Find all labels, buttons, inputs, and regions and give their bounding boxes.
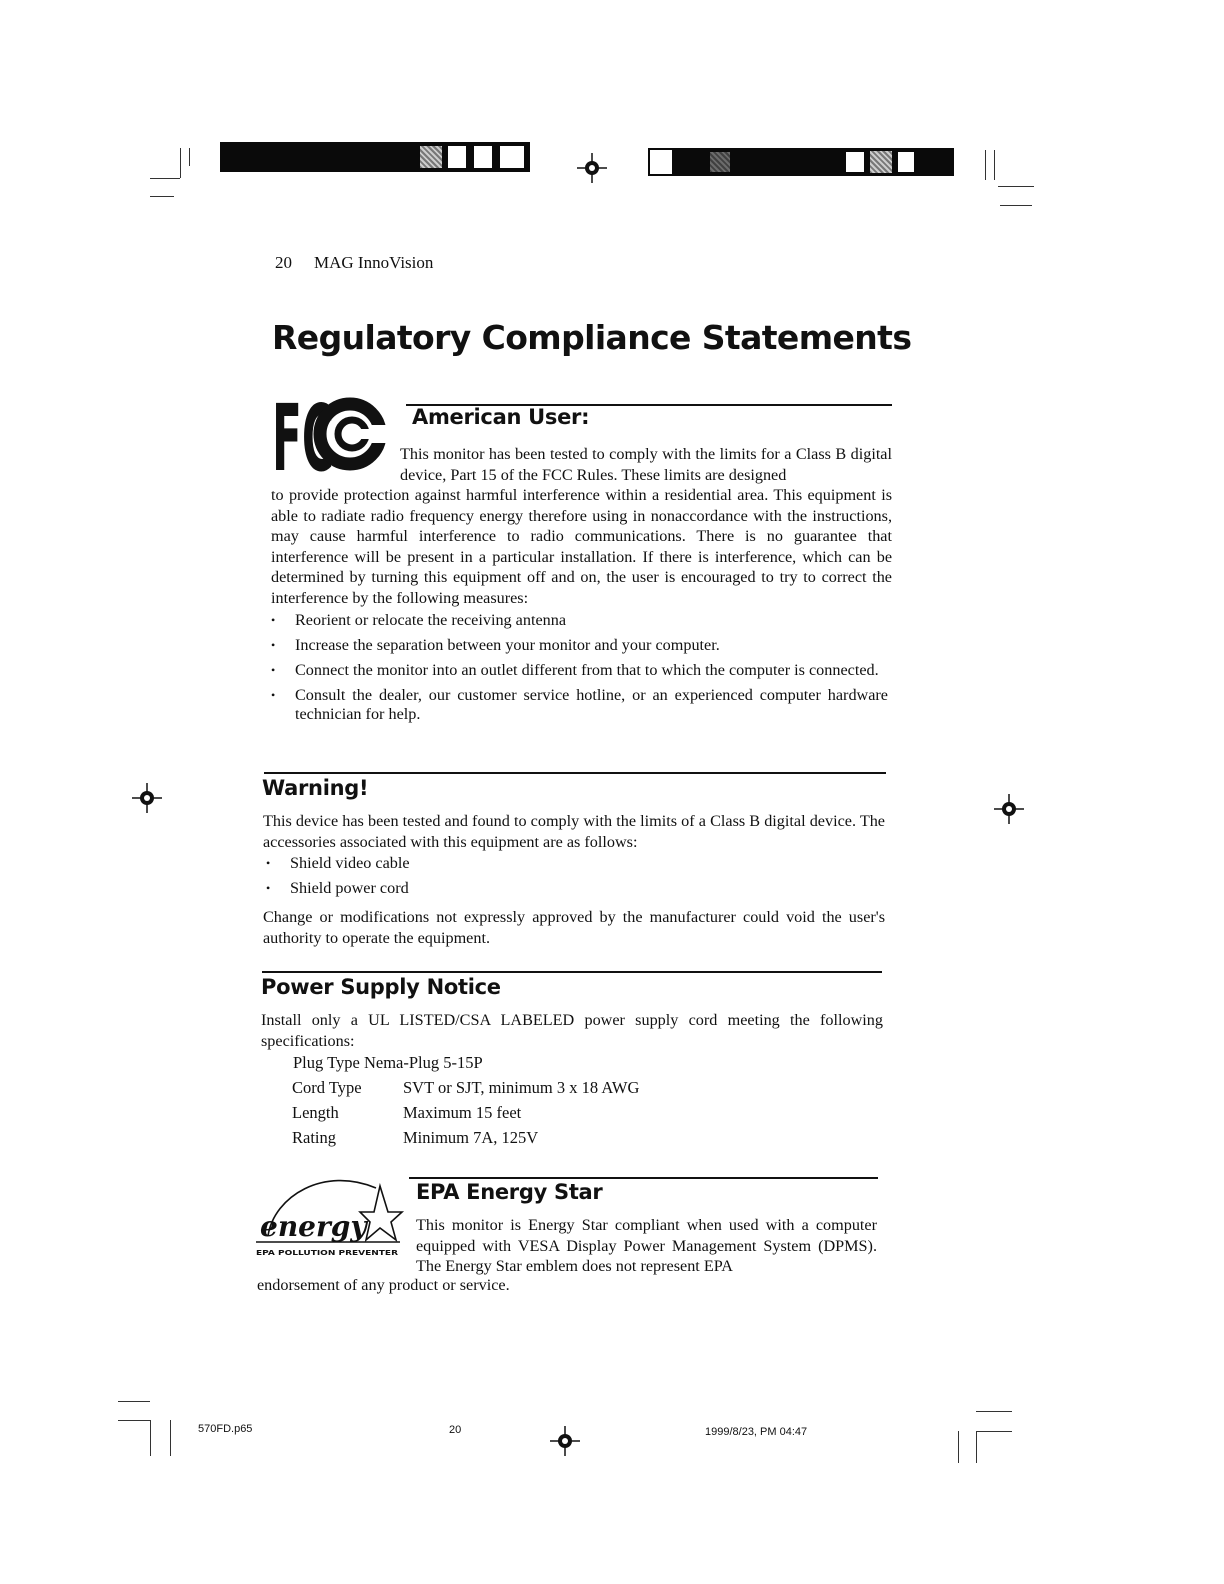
spec-value: SVT or SJT, minimum 3 x 18 AWG (403, 1078, 640, 1097)
american-user-body: to provide protection against harmful interference within a residential area. This equipment is able to radiate radio frequency energy therefore using in nonaccordance with the instructions, may cause harmful interference to radio communications. There is no guarantee that interference will be present in a particular installation. If there is interference, which can be determined by turning this equipment off and on, the user is encouraged to try to correct the interference by the following measures: (271, 486, 892, 607)
energy-logo-word: energy (260, 1210, 367, 1243)
power-supply-heading: Power Supply Notice (261, 975, 501, 999)
footer-filename: 570FD.p65 (198, 1423, 253, 1435)
registration-mark-icon (994, 794, 1024, 824)
spec-label: Rating (292, 1128, 336, 1147)
color-bar-left (220, 142, 530, 172)
energy-star-end: endorsement of any product or service. (257, 1276, 510, 1294)
list-item: • Shield video cable (266, 854, 666, 873)
energy-star-logo-icon (254, 1166, 406, 1262)
list-item: • Consult the dealer, our customer service hotline, or an experienced computer hardware technician for help. (271, 686, 888, 724)
running-header (275, 253, 455, 273)
table-row (292, 1128, 639, 1153)
interference-measures-list (271, 611, 888, 730)
header-page-number: 20 (275, 253, 292, 272)
fcc-logo-letter-f: FC (272, 392, 334, 472)
section-rule (264, 772, 886, 774)
energy-logo-caption: EPA POLLUTION PREVENTER (256, 1249, 399, 1257)
list-item: • Reorient or relocate the receiving antenna (271, 611, 888, 630)
accessories-list (266, 854, 666, 904)
header-brand: MAG InnoVision (314, 253, 434, 272)
list-item: • Shield power cord (266, 879, 666, 898)
page-title: Regulatory Compliance Statements (272, 318, 912, 357)
table-row (292, 1103, 639, 1128)
registration-mark-icon (132, 783, 162, 813)
power-cord-spec-table (292, 1078, 639, 1153)
color-bar-right (648, 148, 954, 176)
american-user-intro: This monitor has been tested to comply with the limits for a Class B digital device, Part 15 of the FCC Rules. These limits are designed (400, 445, 892, 484)
warning-note: Change or modifications not expressly approved by the manufacturer could void the user's authority to operate the equipment. (263, 908, 885, 947)
spec-value: Minimum 7A, 125V (403, 1128, 539, 1147)
energy-star-intro: This monitor is Energy Star compliant when used with a computer equipped with VESA Display Power Management System (DPMS). The Energy Star emblem does not represent EPA (416, 1216, 877, 1275)
list-item: • Connect the monitor into an outlet different from that to which the computer is connected. (271, 661, 888, 680)
spec-label: Length (292, 1103, 339, 1122)
power-supply-body: Install only a UL LISTED/CSA LABELED power supply cord meeting the following specifications: (261, 1011, 883, 1050)
warning-heading: Warning! (262, 776, 369, 800)
table-row (292, 1078, 639, 1103)
plug-type-line: Plug Type Nema-Plug 5-15P (293, 1053, 483, 1072)
spec-label: Cord Type (292, 1078, 362, 1097)
list-item: • Increase the separation between your monitor and your computer. (271, 636, 888, 655)
registration-mark-icon (550, 1426, 580, 1456)
fcc-logo-icon (272, 392, 390, 472)
american-user-heading: American User: (412, 405, 590, 429)
registration-mark-icon (577, 153, 607, 183)
spec-value: Maximum 15 feet (403, 1103, 522, 1122)
energy-star-heading: EPA Energy Star (416, 1180, 603, 1204)
footer-timestamp: 1999/8/23, PM 04:47 (705, 1426, 808, 1438)
section-rule (262, 971, 882, 973)
footer-page-number: 20 (449, 1424, 462, 1436)
warning-body: This device has been tested and found to comply with the limits of a Class B digital device. The accessories associated with this equipment are as follows: (263, 812, 885, 851)
section-rule (409, 1177, 878, 1179)
